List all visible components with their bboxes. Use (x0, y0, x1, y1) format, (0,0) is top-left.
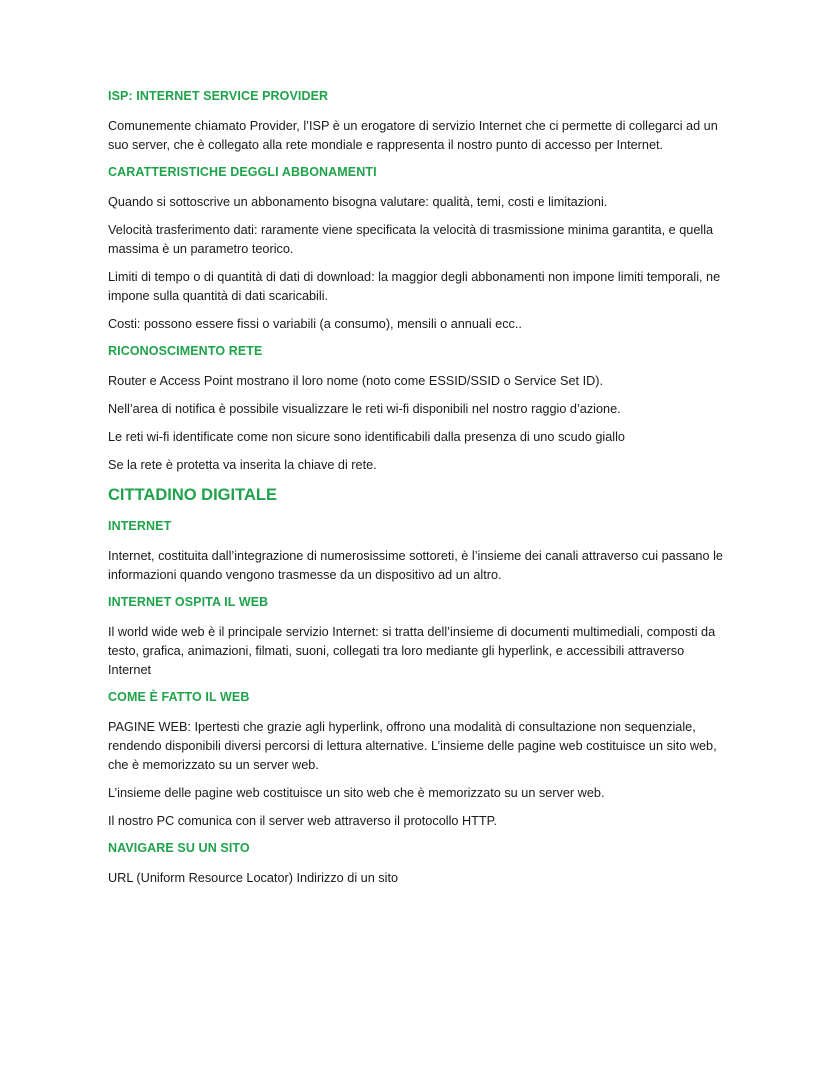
paragraph-costi: Costi: possono essere fissi o variabili (a consumo), mensili o annuali ecc.. (108, 317, 522, 331)
heading-caratteristiche: CARATTERISTICHE DEGGLI ABBONAMENTI (108, 165, 377, 179)
paragraph-notifica: Nell’area di notifica è possibile visualizzare le reti wi-fi disponibili nel nostro raggio d’azione. (108, 402, 621, 416)
document-page (108, 88, 723, 897)
heading-navigare: NAVIGARE SU UN SITO (108, 841, 250, 855)
paragraph-http: Il nostro PC comunica con il server web attraverso il protocollo HTTP. (108, 814, 497, 828)
heading-come: COME È FATTO IL WEB (108, 690, 250, 704)
heading-isp: ISP: INTERNET SERVICE PROVIDER (108, 89, 329, 103)
paragraph-velocita: Velocità trasferimento dati: raramente viene specificata la velocità di trasmissione minima garantita, e quella massima è un parametro teorico. (108, 223, 714, 256)
paragraph-chiave: Se la rete è protetta va inserita la chiave di rete. (108, 458, 377, 472)
paragraph-pagine: PAGINE WEB: Ipertesti che grazie agli hyperlink, offrono una modalità di consultazione non sequenziale, rendendo disponibili diversi percorsi di lettura alternative. L’insieme delle pagine web costituisce un sito web, che è memorizzato su un server web. (108, 720, 717, 772)
paragraph-isp: Comunemente chiamato Provider, l’ISP è un erogatore di servizio Internet che ci permette di collegarci ad un suo server, che è collegato alla rete mondiale e rappresenta il nostro punto di accesso per Internet. (108, 119, 718, 152)
heading-riconoscimento: RICONOSCIMENTO RETE (108, 344, 263, 358)
heading-internet: INTERNET (108, 519, 172, 533)
paragraph-internet: Internet, costituita dall’integrazione di numerosissime sottoreti, è l’insieme dei canali attraverso cui passano le informazioni quando vengono trasmesse da un dispositivo ad un altro. (108, 549, 723, 582)
heading-ospita: INTERNET OSPITA IL WEB (108, 595, 269, 609)
heading-cittadino: CITTADINO DIGITALE (108, 486, 277, 504)
paragraph-url: URL (Uniform Resource Locator) Indirizzo di un sito (108, 871, 399, 885)
paragraph-valutare: Quando si sottoscrive un abbonamento bisogna valutare: qualità, temi, costi e limitazioni. (108, 195, 608, 209)
paragraph-insieme: L’insieme delle pagine web costituisce un sito web che è memorizzato su un server web. (108, 786, 605, 800)
paragraph-www: Il world wide web è il principale servizio Internet: si tratta dell’insieme di documenti multimediali, composti da testo, grafica, animazioni, filmati, suoni, collegati tra loro mediante gli hyperlink, e accessibili attraverso Internet (108, 625, 716, 677)
paragraph-scudo: Le reti wi-fi identificate come non sicure sono identificabili dalla presenza di uno scudo giallo (108, 430, 625, 444)
paragraph-limiti: Limiti di tempo o di quantità di dati di download: la maggior degli abbonamenti non impone limiti temporali, ne impone sulla quantità di dati scaricabili. (108, 270, 721, 303)
paragraph-router: Router e Access Point mostrano il loro nome (noto come ESSID/SSID o Service Set ID). (108, 374, 604, 388)
